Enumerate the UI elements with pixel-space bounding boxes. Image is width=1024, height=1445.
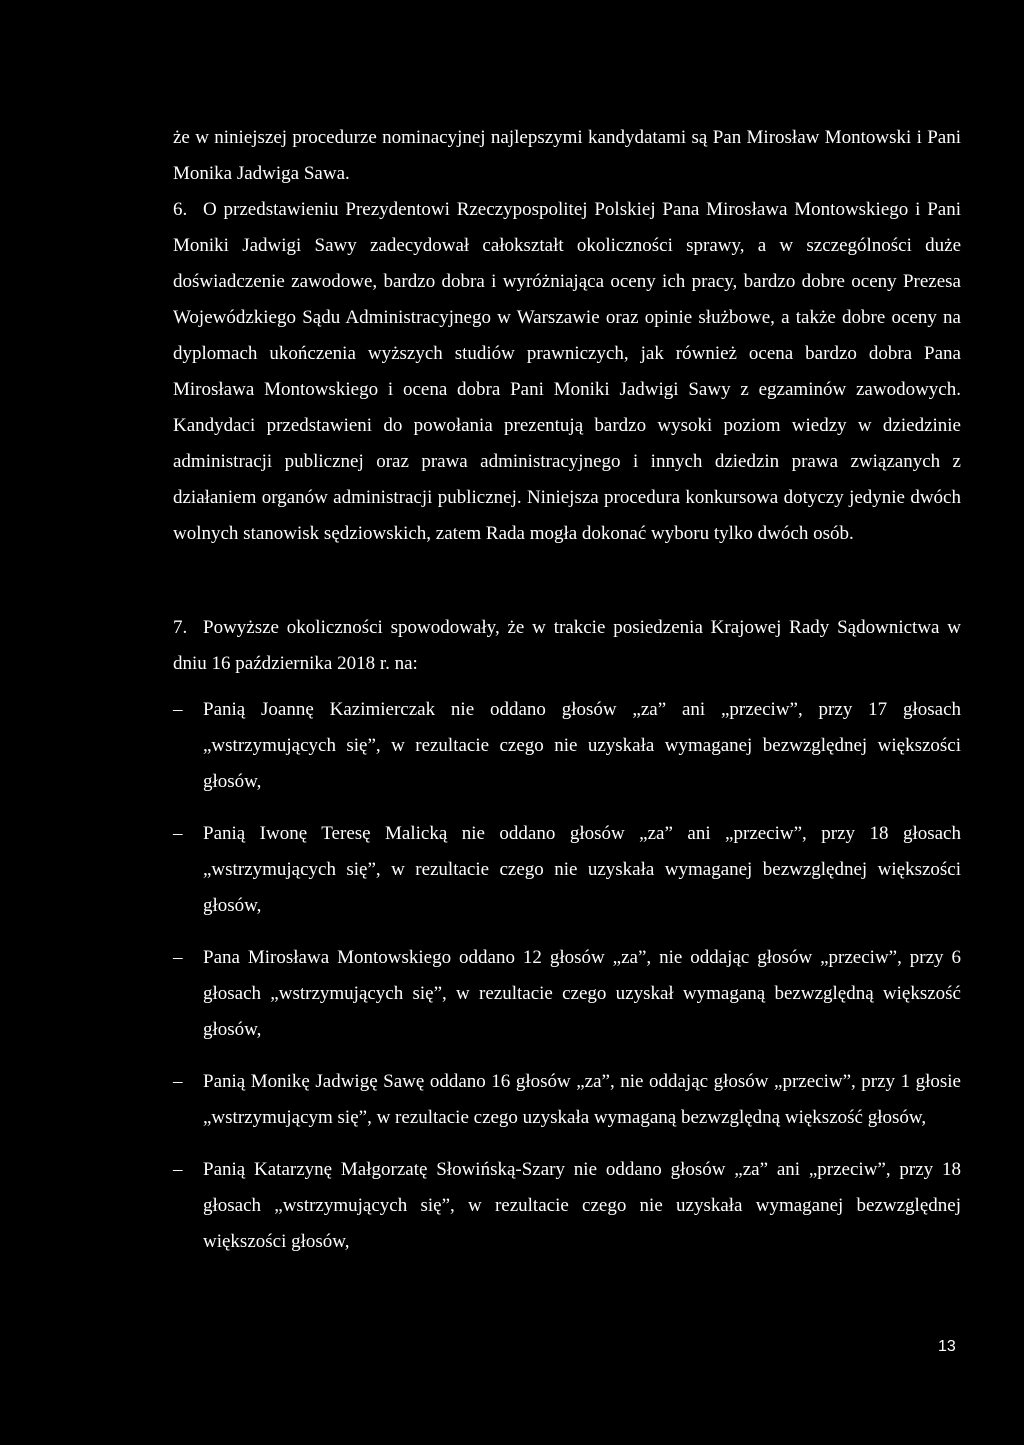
paragraph-6-number: 6. [173, 199, 188, 220]
paragraph-6-text: O przedstawieniu Prezydentowi Rzeczypospolitej Polskiej Pana Mirosława Montowskiego i Pani Moniki Jadwigi Sawy zadecydował całokształt okoliczności sprawy, a w szczególności duże doświadczenie zawodowe, bardzo dobra i wyróżniająca oceny ich pracy, bardzo dobre oceny Prezesa Wojewódzkiego Sądu Administracyjnego w Warszawie oraz opinie służbowe, a także dobre oceny na dyplomach ukończenia wyższych studiów prawniczych, jak również ocena bardzo dobra Pana Mirosława Montowskiego i ocena dobra Pani Moniki Jadwigi Sawy z egzaminów zawodowych. Kandydaci przedstawieni do powołania prezentują bardzo wysoki poziom wiedzy w dziedzinie administracji publicznej oraz prawa administracyjnego i innych dziedzin prawa związanych z działaniem organów administracji publicznej. Niniejsza procedura konkursowa dotyczy jedynie dwóch wolnych stanowisk sędziowskich, zatem Rada mogła dokonać wyboru tylko dwóch osób. [173, 199, 961, 544]
page-number: 13 [938, 1338, 956, 1355]
list-item [173, 940, 961, 1048]
list-item [173, 1064, 961, 1136]
list-dash: – [173, 947, 183, 968]
paragraph-7-text: Powyższe okoliczności spowodowały, że w trakcie posiedzenia Krajowej Rady Sądownictwa w dniu 16 października 2018 r. na: [173, 617, 961, 674]
vote-results-list [173, 692, 961, 1276]
list-item-text: Pana Mirosława Montowskiego oddano 12 głosów „za”, nie oddając głosów „przeciw”, przy 6 głosach „wstrzymujących się”, w rezultacie czego uzyskał wymaganą bezwzględną większość głosów, [203, 947, 961, 1040]
list-item [173, 816, 961, 924]
list-item-text: Panią Iwonę Teresę Malicką nie oddano głosów „za” ani „przeciw”, przy 18 głosach „wstrzymujących się”, w rezultacie czego nie uzyskała wymaganej bezwzględnej większości głosów, [203, 823, 961, 916]
list-item-text: Panią Joannę Kazimierczak nie oddano głosów „za” ani „przeciw”, przy 17 głosach „wstrzymujących się”, w rezultacie czego nie uzyskała wymaganej bezwzględnej większości głosów, [203, 699, 961, 792]
list-dash: – [173, 1159, 183, 1180]
paragraph-6 [173, 192, 961, 552]
list-item-text: Panią Monikę Jadwigę Sawę oddano 16 głosów „za”, nie oddając głosów „przeciw”, przy 1 głosie „wstrzymującym się”, w rezultacie czego uzyskała wymaganą bezwzględną większość głosów, [203, 1071, 961, 1128]
list-item [173, 692, 961, 800]
paragraph-7-number: 7. [173, 617, 188, 638]
list-dash: – [173, 823, 183, 844]
paragraph-7 [173, 610, 961, 682]
list-item-text: Panią Katarzynę Małgorzatę Słowińską-Szary nie oddano głosów „za” ani „przeciw”, przy 18 głosach „wstrzymujących się”, w rezultacie czego nie uzyskała wymaganej bezwzględnej większości głosów, [203, 1159, 961, 1252]
list-item [173, 1152, 961, 1260]
paragraph-intro: że w niniejszej procedurze nominacyjnej najlepszymi kandydatami są Pan Mirosław Montowski i Pani Monika Jadwiga Sawa. [173, 127, 961, 184]
list-dash: – [173, 1071, 183, 1092]
list-dash: – [173, 699, 183, 720]
